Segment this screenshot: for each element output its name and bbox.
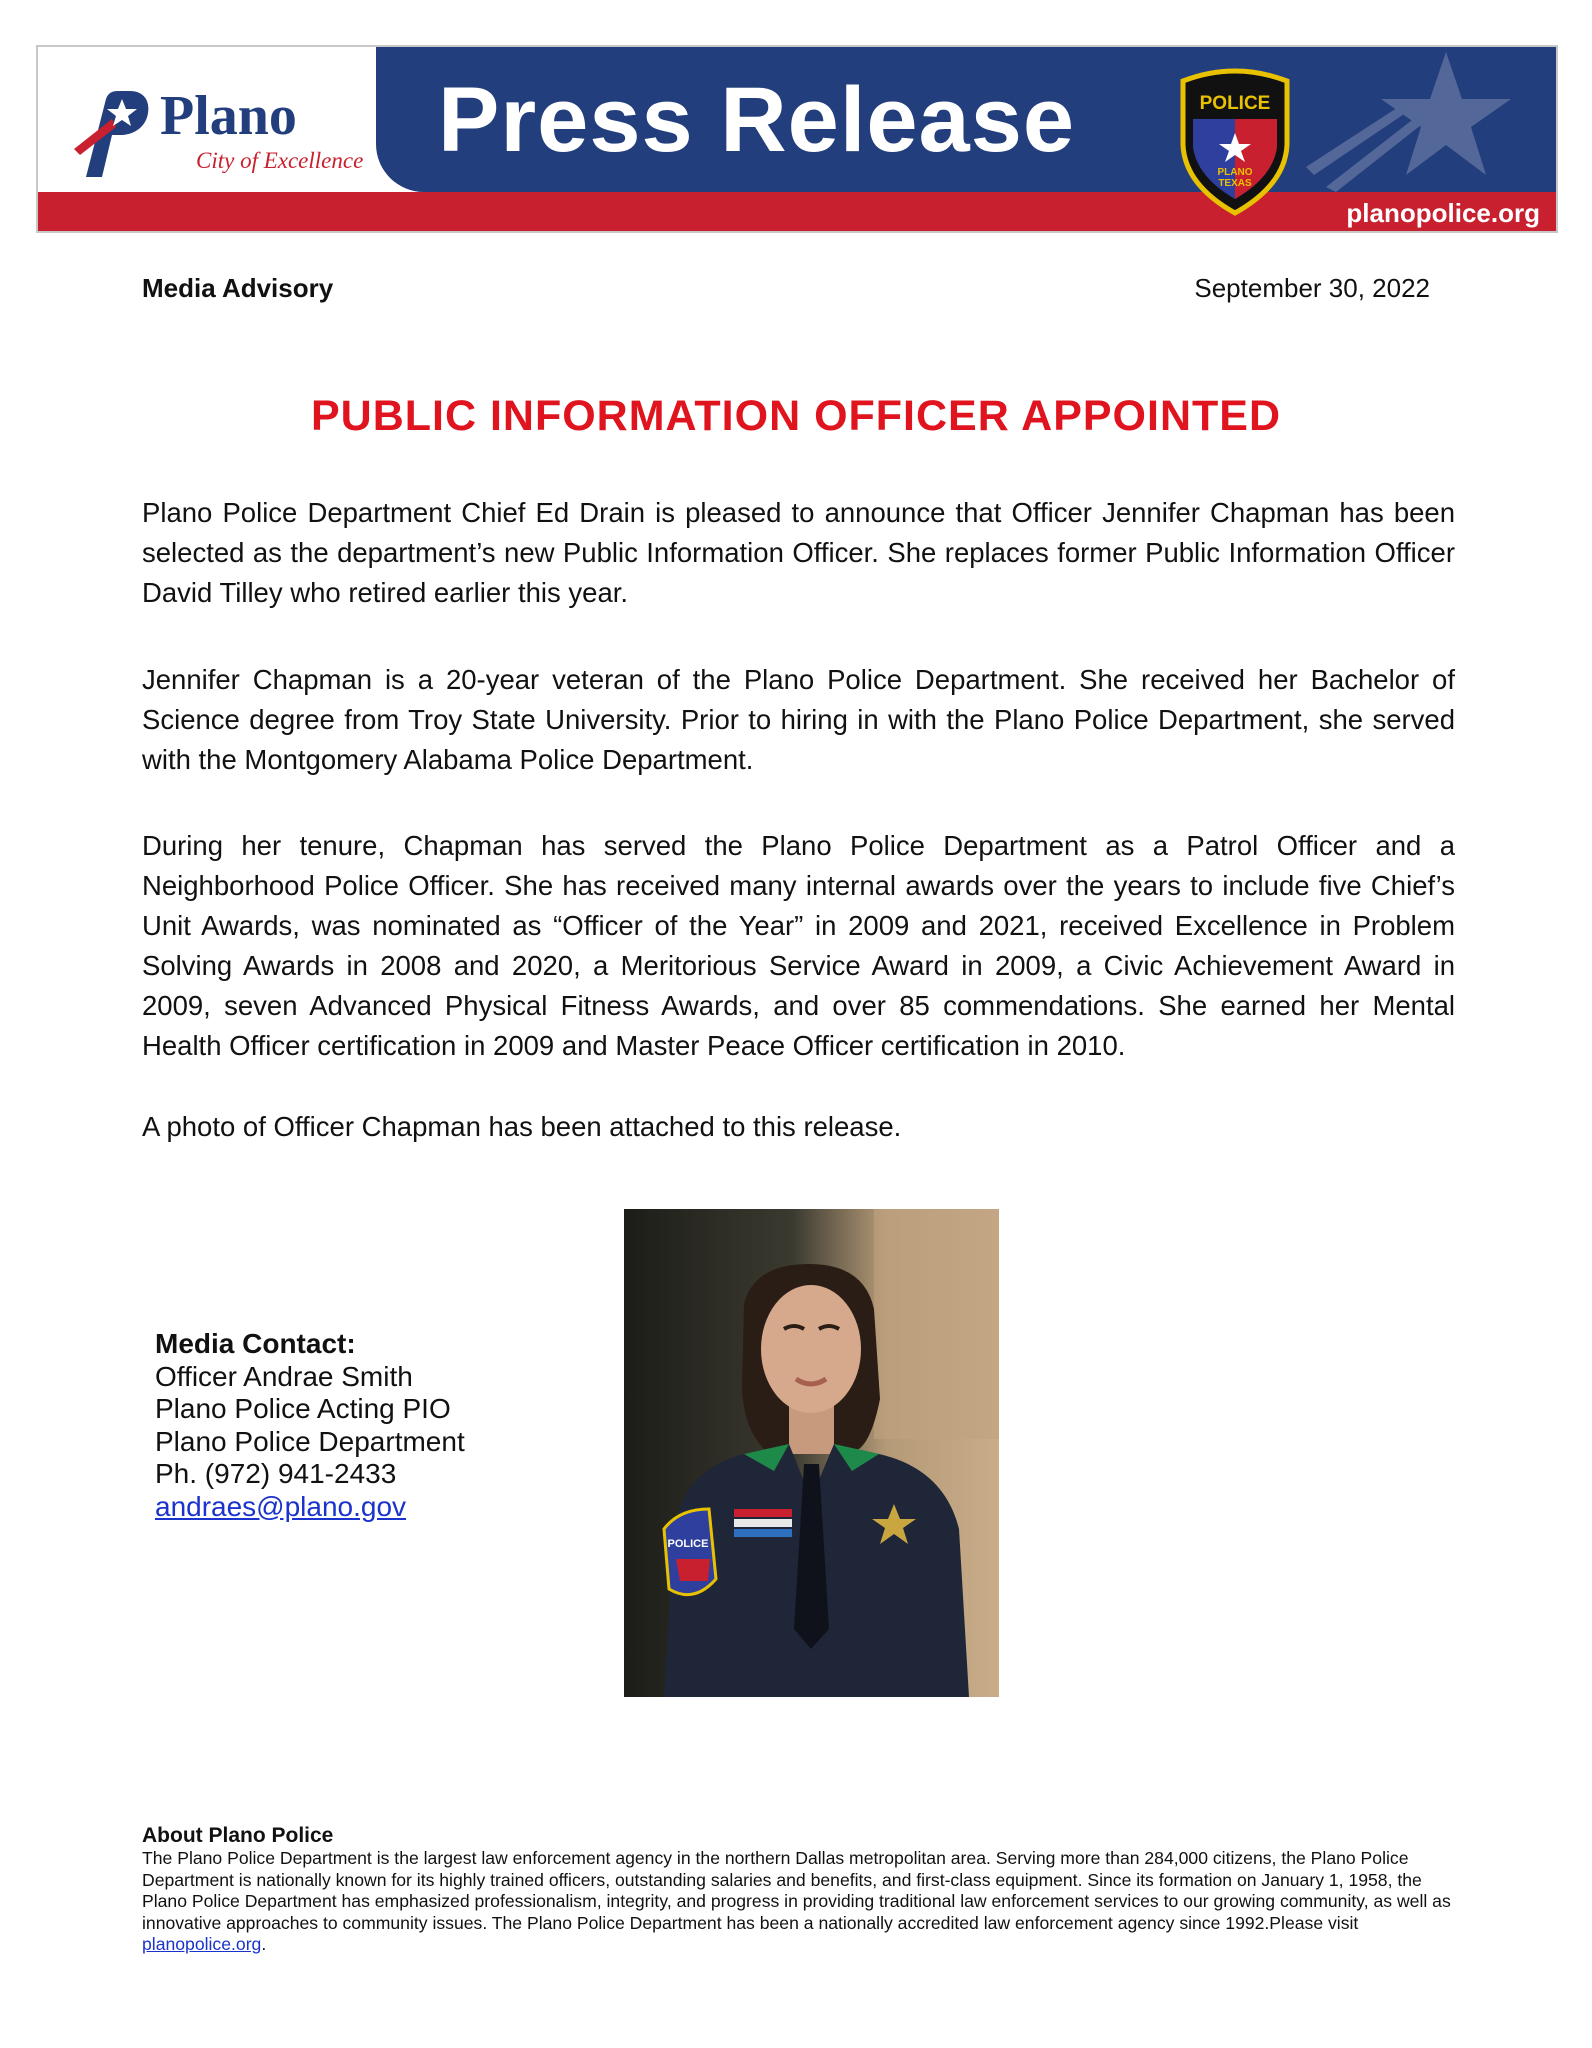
about-link[interactable]: planopolice.org [142, 1934, 262, 1954]
about-trailing: . [261, 1934, 267, 1954]
badge-top-text: POLICE [1199, 93, 1271, 114]
banner-red-stripe [38, 192, 1556, 233]
body-paragraph-4: A photo of Officer Chapman has been attached to this release. [142, 1111, 902, 1142]
about-body: The Plano Police Department is the largest law enforcement agency in the northern Dallas metropolitan area. Serving more than 284,000 citizens, the Plano Police Department is nationally known for its highly trained officers, outstanding salaries and benefits, and first-class equipment. Since its formation on January 1, 1958, the Plano Police Department has emphasized professionalism, integrity, and progress in providing traditional law enforcement services to our growing community, as well as innovative approaches to community issues. The Plano Police Department has been a nationally accredited law enforcement agency since 1992.Please visit [142, 1848, 1451, 1933]
police-badge-icon [1175, 67, 1295, 217]
contact-name: Officer Andrae Smith [155, 1360, 413, 1392]
contact-department: Plano Police Department [155, 1425, 465, 1457]
body-paragraph-1: Plano Police Department Chief Ed Drain is pleased to announce that Officer Jennifer Chapman has been selected as the department’s new Public Information Officer. She replaces former Public Information Officer David Tilley who retired earlier this year. [142, 497, 1455, 608]
body-paragraph-2: Jennifer Chapman is a 20-year veteran of the Plano Police Department. She received her Bachelor of Science degree from Troy State University. Prior to hiring in with the Plano Police Department, she served with the Montgomery Alabama Police Department. [142, 664, 1455, 775]
release-date: September 30, 2022 [1194, 273, 1430, 303]
star-watermark-icon [1306, 47, 1516, 192]
headline: PUBLIC INFORMATION OFFICER APPOINTED [310, 392, 1282, 440]
logo-tagline: City of Excellence [196, 148, 364, 173]
officer-portrait-illustration [624, 1209, 999, 1697]
logo-name: Plano [160, 85, 297, 147]
media-contact [155, 1328, 465, 1523]
plano-logo [68, 75, 368, 185]
body-paragraph-3: During her tenure, Chapman has served the Plano Police Department as a Patrol Officer and a Neighborhood Police Officer. She has received many internal awards over the years to include five Chief’s Unit Awards, was nominated as “Officer of the Year” in 2009 and 2021, received Excellence in Problem Solving Awards in 2008 and 2020, a Meritorious Service Award in 2009, a Civic Achievement Award in 2009, seven Advanced Physical Fitness Awards, and over 85 commendations. She earned her Mental Health Officer certification in 2009 and Master Peace Officer certification in 2010. [142, 830, 1455, 1061]
about-section [142, 1824, 1452, 1956]
site-url-link[interactable]: planopolice.org [1346, 198, 1540, 228]
shoulder-patch-text: POLICE [667, 1538, 709, 1550]
press-release-title: Press Release [438, 69, 1076, 171]
badge-state-text: TEXAS [1218, 178, 1252, 189]
contact-heading: Media Contact: [155, 1328, 356, 1359]
plano-star-logo-icon [72, 89, 150, 179]
contact-title: Plano Police Acting PIO [155, 1393, 451, 1424]
contact-phone: Ph. (972) 941-2433 [155, 1458, 397, 1489]
advisory-type: Media Advisory [142, 273, 334, 303]
about-heading: About Plano Police [142, 1824, 334, 1847]
press-release-banner [36, 45, 1558, 233]
badge-city-text: PLANO [1217, 167, 1253, 178]
contact-email-link[interactable]: andraes@plano.gov [155, 1490, 407, 1522]
about-text [142, 1848, 1452, 1956]
officer-photo [624, 1209, 999, 1697]
